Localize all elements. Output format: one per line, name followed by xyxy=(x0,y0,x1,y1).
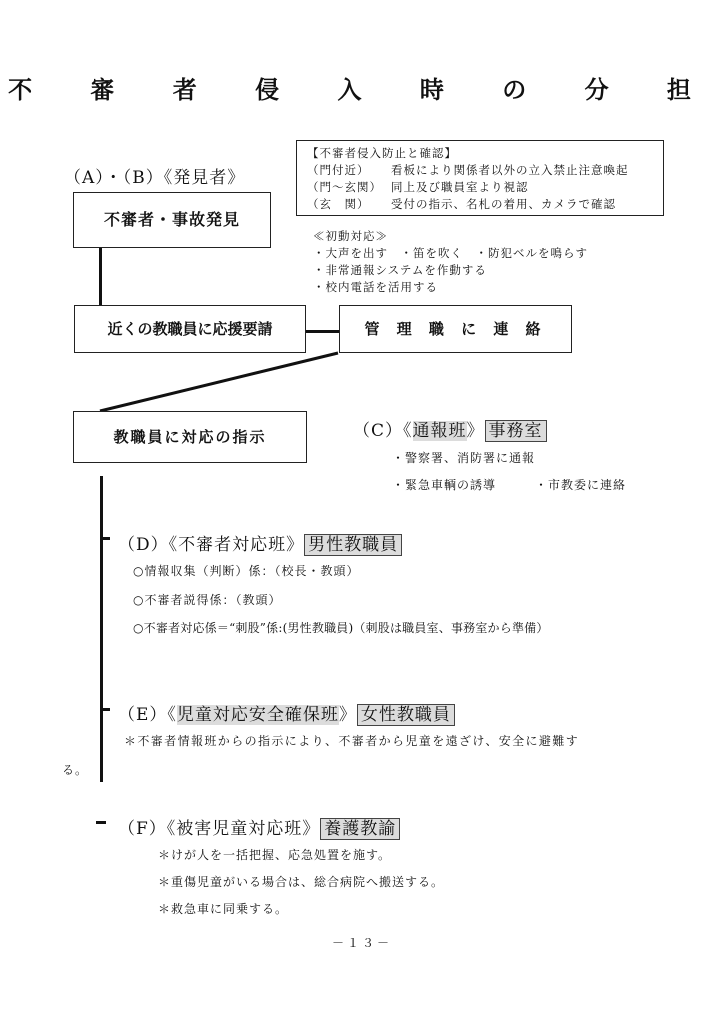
prevention-row: （門付近） 看板により関係者以外の立入禁止注意喚起 xyxy=(307,163,629,177)
team-d-member: 男性教職員 xyxy=(304,534,402,556)
branch-tick xyxy=(100,708,110,711)
branch-tick xyxy=(96,821,106,824)
prevention-row: （玄 関） 受付の指示、名札の着用、カメラで確認 xyxy=(307,197,616,211)
team-d-item: ○不審者説得係：（教頭） xyxy=(133,593,282,607)
team-d-label: （D）《不審者対応班》 男性教職員 xyxy=(118,530,402,555)
team-f-label: （F）《被害児童対応班》 養護教諭 xyxy=(118,814,400,839)
discoverer-label: （A）・（B）《発見者》 xyxy=(64,168,246,188)
request-help-label: 近くの教職員に応援要請 xyxy=(107,320,273,338)
branch-tick xyxy=(100,537,110,540)
team-e-name: 児童対応安全確保班 xyxy=(176,705,339,725)
team-d-item: ○不審者対応係＝“刺股”係:(男性教職員)（刺股は職員室、事務室から準備） xyxy=(133,621,549,635)
team-e-label: （E）《児童対応安全確保班》 女性教職員 xyxy=(118,700,455,725)
team-f-item: ＊重傷児童がいる場合は、総合病院へ搬送する。 xyxy=(158,875,445,889)
instruct-staff-box xyxy=(73,411,307,463)
team-f-item: ＊けが人を一括把握、応急処置を施す。 xyxy=(158,848,392,862)
contact-admin-label: 管 理 職 に 連 絡 xyxy=(364,320,547,338)
team-e-member: 女性教職員 xyxy=(357,704,455,726)
instruct-staff-label: 教職員に対応の指示 xyxy=(113,428,267,446)
team-c-item: ・緊急車輌の誘導 ・市教委に連絡 xyxy=(392,478,627,492)
initial-response-item: ・非常通報システムを作動する xyxy=(313,263,487,277)
page-title: 不 審 者 侵 入 時 の 分 担 xyxy=(8,75,716,104)
discovery-box-label: 不審者・事故発見 xyxy=(103,210,240,229)
team-c-item: ・警察署、消防署に通報 xyxy=(392,451,536,465)
team-e-note: る。 xyxy=(62,763,89,777)
team-f-item: ＊救急車に同乗する。 xyxy=(158,902,289,916)
initial-response-item: ・大声を出す ・笛を吹く ・防犯ベルを鳴らす xyxy=(313,246,588,260)
page-number: －１３－ xyxy=(331,936,392,950)
prevention-heading: 【不審者侵入防止と確認】 xyxy=(307,146,457,160)
team-e-note: ＊不審者情報班からの指示により、不審者から児童を遠ざけ、安全に避難す xyxy=(124,734,580,748)
team-c-name: 通報班 xyxy=(412,421,467,441)
initial-response-heading: ≪初動対応≫ xyxy=(313,229,388,243)
team-c-label: （C）《通報班》 事務室 xyxy=(353,416,547,441)
team-f-member: 養護教諭 xyxy=(320,818,400,840)
main-vertical-line xyxy=(100,476,103,782)
team-d-item: ○情報収集（判断）係：（校長・教頭） xyxy=(133,564,360,578)
prevention-row: （門～玄関） 同上及び職員室より視認 xyxy=(307,180,529,194)
initial-response-item: ・校内電話を活用する xyxy=(313,280,438,294)
team-c-member: 事務室 xyxy=(485,420,547,442)
